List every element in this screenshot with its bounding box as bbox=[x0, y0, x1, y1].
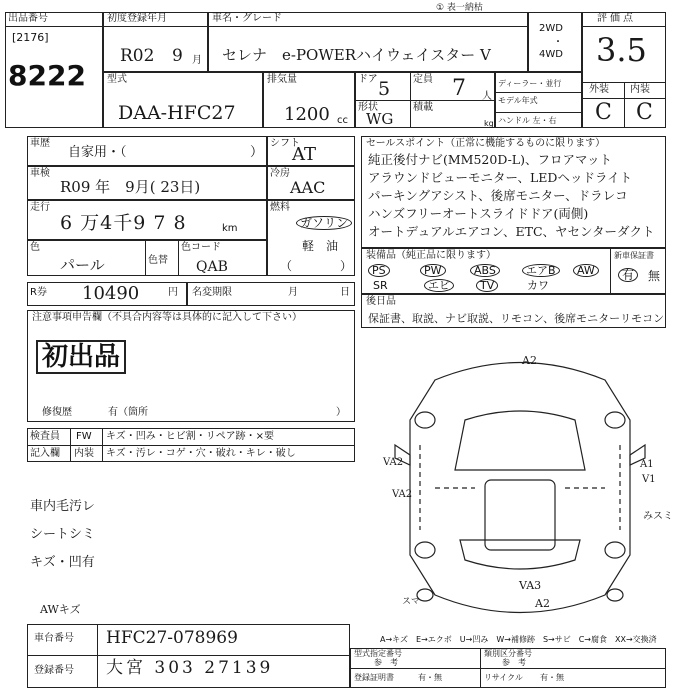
inspector-label: 検査員 bbox=[30, 431, 60, 442]
fuel-diesel: 軽 油 bbox=[302, 239, 339, 253]
model-name-label: 車名・グレード bbox=[212, 13, 282, 24]
sales-points-label: セールスポイント（正常に機能するものに限ります） bbox=[366, 138, 606, 149]
reg-cert-label: 登録証明書 bbox=[354, 673, 394, 682]
recycle-value: 10490 bbox=[82, 283, 140, 304]
first-registration-label: 初度登録年月 bbox=[107, 13, 167, 24]
type-ref: 参 考 bbox=[502, 658, 526, 667]
handle-label: ハンドル 左・右 bbox=[498, 116, 557, 125]
recycle-doc-value: 有・無 bbox=[540, 673, 564, 682]
equip-tv: TV bbox=[476, 279, 498, 292]
first-registration-year: R02 bbox=[120, 46, 155, 66]
mileage-value: 6 万4千9 7 8 bbox=[60, 212, 187, 234]
load-unit: kg bbox=[484, 119, 494, 128]
designation-label: 型式指定番号 bbox=[354, 649, 402, 658]
load-label: 積載 bbox=[413, 102, 433, 113]
capacity-value: 7 bbox=[452, 76, 466, 101]
equip-nav: エビ bbox=[424, 279, 454, 292]
equipment-label: 装備品（純正品に限ります） bbox=[366, 250, 496, 261]
hand-note-2: シートシミ bbox=[30, 527, 96, 542]
recycle-label: R券 bbox=[30, 287, 47, 298]
history-value: 自家用・（ bbox=[68, 145, 127, 160]
interior-options: キズ・汚レ・コゲ・穴・破れ・キレ・破し bbox=[106, 448, 296, 459]
sales-point-line-4: ハンズフリーオートスライドドア(両側) bbox=[368, 206, 589, 221]
shape-label: 形状 bbox=[358, 102, 378, 113]
equip-aw: AW bbox=[573, 264, 599, 277]
ac-value: AAC bbox=[290, 178, 326, 197]
exterior-grade: C bbox=[595, 100, 612, 125]
equip-sr: SR bbox=[373, 279, 388, 292]
model-code-label: 型式 bbox=[107, 74, 127, 85]
equip-leather: カワ bbox=[527, 279, 549, 292]
title-deadline-day: 日 bbox=[340, 287, 350, 298]
recycle-unit: 円 bbox=[168, 287, 178, 298]
fw-options: キズ・凹み・ヒビ割・リペア跡・×要 bbox=[106, 431, 274, 442]
fuel-paren: （ ） bbox=[280, 259, 353, 273]
history-close: ） bbox=[250, 145, 264, 160]
header-right-text: ① 表一納枯 bbox=[436, 3, 483, 13]
color-code-value: QAB bbox=[196, 259, 228, 275]
lot-bracket: [2176] bbox=[12, 31, 49, 44]
hand-note-3: キズ・凹有 bbox=[30, 555, 95, 570]
color-change-label: 色替 bbox=[148, 255, 168, 266]
equip-ps: PS bbox=[368, 264, 390, 277]
grade-value: 3.5 bbox=[596, 31, 647, 69]
equip-airbag: エアB bbox=[522, 264, 560, 277]
interior-label: 内装 bbox=[630, 84, 650, 95]
doors-value: 5 bbox=[378, 78, 391, 100]
damage-legend: A→キズ E→エクボ U→凹み W→補修跡 S→サビ C→腐食 XX→交換済 bbox=[380, 635, 657, 644]
model-name-value: セレナ e-POWERハイウェイスター V bbox=[222, 46, 491, 64]
sales-point-line-2: アラウンドビューモニター、LEDヘッドライト bbox=[368, 170, 633, 185]
sales-point-line-3: パーキングアシスト、後席モニター、ドラレコ bbox=[368, 188, 628, 203]
recycle-doc-label: リサイクル bbox=[484, 673, 523, 682]
repair-close: ） bbox=[336, 407, 346, 418]
sales-point-line-5: オートデュアルエアコン、ETC、ヤセンターダクト bbox=[368, 224, 655, 239]
model-year-label: モデル年式 bbox=[498, 96, 538, 105]
repair-label: 修復歴 bbox=[42, 407, 72, 418]
warranty-yes: 有 bbox=[618, 268, 638, 282]
reg-cert-value: 有・無 bbox=[418, 673, 442, 682]
first-listing-stamp: 初出品 bbox=[36, 340, 126, 374]
drive-2wd: 2WD bbox=[539, 23, 563, 34]
drive-4wd: 4WD bbox=[539, 49, 563, 60]
capacity-label: 定員 bbox=[413, 74, 433, 85]
shape-value: WG bbox=[366, 110, 394, 128]
fuel-label: 燃料 bbox=[270, 202, 290, 213]
mark-rear-a2: A2 bbox=[535, 597, 550, 610]
title-deadline-month: 月 bbox=[288, 287, 298, 298]
mark-right-scratch: みスミ bbox=[643, 511, 673, 522]
mark-front-a2: A2 bbox=[522, 354, 537, 367]
interior-row-label: 内装 bbox=[74, 448, 94, 459]
color-value: パール bbox=[60, 256, 105, 274]
shift-value: AT bbox=[292, 144, 317, 165]
lot-number: 8222 bbox=[8, 59, 86, 92]
color-code-label: 色コード bbox=[181, 242, 221, 253]
designation-ref: 参 考 bbox=[374, 658, 398, 667]
mileage-unit: km bbox=[222, 223, 238, 234]
mark-left-va2-b: VA2 bbox=[392, 489, 413, 500]
accessories-label: 後日品 bbox=[366, 296, 396, 307]
dealer-label: ディーラー・並行 bbox=[498, 79, 562, 88]
accessories-value: 保証書、取説、ナビ取説、リモコン、後席モニターリモコン bbox=[368, 312, 665, 325]
displacement-value: 1200 bbox=[284, 104, 330, 125]
fw-label: FW bbox=[76, 431, 92, 442]
aw-note: AWキズ bbox=[40, 603, 81, 616]
history-label: 車歴 bbox=[30, 138, 50, 149]
chassis-label: 車台番号 bbox=[34, 633, 74, 644]
new-warranty-label: 新車保証書 bbox=[614, 251, 654, 260]
registration-value: 大宮 303 27139 bbox=[106, 658, 274, 678]
inspection-value: R09 年 9月( 23日) bbox=[60, 178, 201, 196]
color-label: 色 bbox=[30, 242, 40, 253]
history-box bbox=[27, 136, 267, 166]
sales-point-line-1: 純正後付ナビ(MM520D-L)、フロアマット bbox=[368, 152, 612, 167]
registration-label: 登録番号 bbox=[34, 665, 74, 676]
mark-right-a1: A1 bbox=[640, 459, 654, 470]
month-unit: 月 bbox=[192, 55, 202, 66]
displacement-label: 排気量 bbox=[267, 74, 297, 85]
mileage-label: 走行 bbox=[30, 202, 50, 213]
repair-value: 有（箇所 bbox=[108, 407, 148, 418]
type-label: 類別区分番号 bbox=[484, 649, 532, 658]
mark-rear-va3: VA3 bbox=[519, 579, 542, 592]
hand-note-1: 車内毛汚レ bbox=[30, 499, 96, 514]
exterior-label: 外装 bbox=[589, 84, 609, 95]
doors-label: ドア bbox=[358, 74, 378, 85]
chassis-value: HFC27-078969 bbox=[106, 628, 238, 648]
fuel-gasoline: ガソリン bbox=[296, 216, 352, 230]
capacity-unit: 人 bbox=[482, 91, 492, 102]
mark-right-v1: V1 bbox=[642, 474, 656, 485]
warranty-no: 無 bbox=[648, 269, 661, 283]
equip-abs: ABS bbox=[470, 264, 500, 277]
inspection-label: 車検 bbox=[30, 168, 50, 179]
model-code-value: DAA-HFC27 bbox=[118, 102, 236, 124]
entry-label: 記入欄 bbox=[30, 448, 60, 459]
first-registration-month: 9 bbox=[172, 46, 183, 66]
notes-label: 注意事項申告欄（不具合内容等は具体的に記入して下さい） bbox=[32, 312, 302, 323]
mark-left-va2: VA2 bbox=[383, 457, 404, 468]
title-deadline-label: 名変期限 bbox=[192, 287, 232, 298]
grade-label: 評価点 bbox=[597, 13, 636, 24]
ac-label: 冷房 bbox=[270, 168, 290, 179]
displacement-unit: cc bbox=[337, 115, 348, 126]
lot-number-label: 出品番号 bbox=[8, 13, 48, 24]
interior-grade: C bbox=[636, 100, 653, 125]
mark-rear-left: スマ bbox=[402, 597, 420, 607]
equip-pw: PW bbox=[420, 264, 446, 277]
shift-label: シフト bbox=[270, 138, 300, 149]
